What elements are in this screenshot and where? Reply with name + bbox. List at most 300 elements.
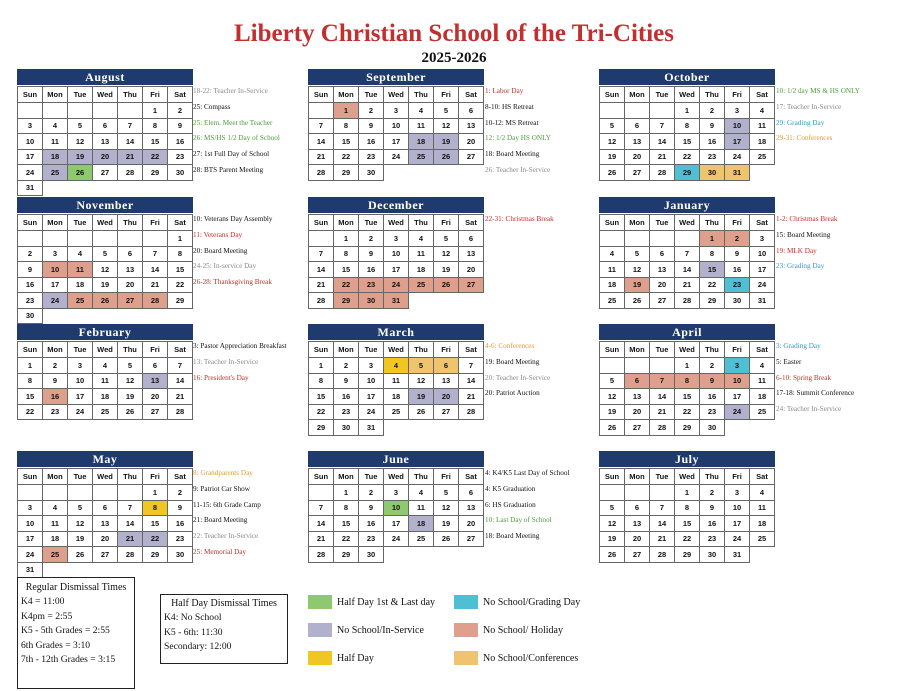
- day-cell: 28: [168, 404, 193, 420]
- day-cell: 19: [600, 149, 625, 165]
- day-cell: 16: [359, 516, 384, 532]
- day-cell: 17: [68, 389, 93, 405]
- event-item: 12: 1/2 Day HS ONLY: [485, 134, 551, 143]
- day-cell: 26: [625, 293, 650, 309]
- empty-cell: [68, 180, 93, 196]
- day-cell: 13: [650, 262, 675, 278]
- day-cell: 21: [459, 389, 484, 405]
- day-cell: 3: [359, 358, 384, 374]
- day-cell: 18: [409, 134, 434, 150]
- empty-cell: [725, 420, 750, 436]
- day-cell: 30: [18, 308, 43, 324]
- legend-item: [454, 623, 563, 637]
- empty-cell: [409, 165, 434, 181]
- day-cell: 9: [43, 373, 68, 389]
- event-item: 10: Veterans Day Assembly: [193, 215, 273, 223]
- day-cell: 18: [384, 389, 409, 405]
- weekday-header: Wed: [384, 215, 409, 231]
- event-item: 9: Patriot Car Show: [193, 484, 250, 493]
- day-cell: 30: [359, 165, 384, 181]
- day-cell: 2: [359, 231, 384, 247]
- day-cell: 4: [750, 485, 775, 501]
- weekday-header: Thu: [409, 87, 434, 103]
- empty-cell: [409, 293, 434, 309]
- weekday-header: Sun: [309, 87, 334, 103]
- weekday-header: Sun: [600, 342, 625, 358]
- empty-cell: [168, 180, 193, 196]
- weekday-header: Sun: [600, 469, 625, 485]
- day-cell: 24: [43, 293, 68, 309]
- weekday-header: Fri: [143, 469, 168, 485]
- day-cell: 2: [359, 103, 384, 119]
- day-cell: 10: [384, 118, 409, 134]
- halfday-dismissal-box: [160, 594, 288, 664]
- day-cell: 25: [409, 149, 434, 165]
- event-item: 29: Grading Day: [776, 118, 825, 127]
- empty-cell: [168, 308, 193, 324]
- day-cell: 15: [18, 389, 43, 405]
- event-item: 20: Board Meeting: [193, 246, 248, 255]
- day-cell: 5: [600, 118, 625, 134]
- weekday-header: Tue: [68, 469, 93, 485]
- weekday-header: Sun: [309, 342, 334, 358]
- day-cell: 13: [118, 262, 143, 278]
- weekday-header: Fri: [434, 215, 459, 231]
- day-cell: 8: [675, 118, 700, 134]
- day-cell: 31: [384, 293, 409, 309]
- day-cell: 3: [18, 500, 43, 516]
- empty-cell: [384, 547, 409, 563]
- weekday-header: Wed: [93, 215, 118, 231]
- day-cell: 15: [334, 516, 359, 532]
- day-cell: 17: [384, 134, 409, 150]
- day-cell: 1: [675, 485, 700, 501]
- day-cell: 17: [750, 262, 775, 278]
- event-item: 11: Veterans Day: [193, 230, 243, 239]
- regular-dismissal-box: [17, 577, 135, 689]
- empty-cell: [434, 420, 459, 436]
- day-cell: 3: [384, 485, 409, 501]
- day-cell: 26: [434, 277, 459, 293]
- day-cell: 19: [600, 531, 625, 547]
- day-cell: 11: [43, 134, 68, 150]
- day-cell: 28: [650, 547, 675, 563]
- day-cell: 23: [700, 531, 725, 547]
- day-cell: 19: [434, 516, 459, 532]
- event-item: 24: Teacher In-Service: [776, 405, 842, 414]
- day-cell: 26: [68, 165, 93, 181]
- day-cell: 5: [409, 358, 434, 374]
- day-cell: 8: [309, 373, 334, 389]
- weekday-header: Tue: [359, 215, 384, 231]
- day-cell: 9: [725, 246, 750, 262]
- empty-cell: [600, 103, 625, 119]
- day-cell: 14: [118, 516, 143, 532]
- day-cell: 25: [409, 277, 434, 293]
- month-events-june: [485, 466, 593, 545]
- calendar-title: Liberty Christian School of the Tri-Cities: [233, 20, 675, 47]
- month-events-may: [193, 466, 301, 561]
- day-cell: 27: [625, 165, 650, 181]
- day-cell: 22: [675, 404, 700, 420]
- day-cell: 14: [650, 516, 675, 532]
- month-events-october: [776, 84, 884, 147]
- legend-label: Half Day 1st & Last day: [337, 596, 436, 608]
- day-cell: 25: [93, 404, 118, 420]
- day-cell: 19: [93, 277, 118, 293]
- event-item: 11-15: 6th Grade Camp: [193, 500, 261, 509]
- month-header: August: [17, 69, 193, 85]
- weekday-header: Tue: [650, 87, 675, 103]
- month-header: October: [599, 69, 775, 85]
- day-cell: 24: [359, 404, 384, 420]
- day-cell: 7: [309, 246, 334, 262]
- month-grid: [599, 86, 775, 181]
- day-cell: 12: [93, 262, 118, 278]
- day-cell: 4: [750, 358, 775, 374]
- event-item: 28: BTS Parent Meeting: [193, 165, 264, 174]
- empty-cell: [600, 231, 625, 247]
- weekday-header: Sat: [459, 342, 484, 358]
- day-cell: 5: [434, 485, 459, 501]
- day-cell: 9: [168, 500, 193, 516]
- empty-cell: [434, 547, 459, 563]
- weekday-header: Sun: [309, 215, 334, 231]
- day-cell: 18: [43, 531, 68, 547]
- day-cell: 8: [334, 246, 359, 262]
- day-cell: 1: [143, 485, 168, 501]
- day-cell: 31: [18, 562, 43, 578]
- day-cell: 1: [168, 231, 193, 247]
- day-cell: 22: [143, 531, 168, 547]
- empty-cell: [750, 547, 775, 563]
- day-cell: 15: [675, 516, 700, 532]
- month-header: December: [308, 197, 484, 213]
- day-cell: 12: [625, 262, 650, 278]
- day-cell: 12: [409, 373, 434, 389]
- weekday-header: Tue: [650, 342, 675, 358]
- day-cell: 20: [118, 277, 143, 293]
- day-cell: 12: [434, 246, 459, 262]
- day-cell: 4: [409, 231, 434, 247]
- weekday-header: Mon: [43, 215, 68, 231]
- day-cell: 24: [750, 277, 775, 293]
- day-cell: 15: [700, 262, 725, 278]
- day-cell: 16: [18, 277, 43, 293]
- day-cell: 19: [600, 404, 625, 420]
- day-cell: 14: [168, 373, 193, 389]
- day-cell: 21: [650, 149, 675, 165]
- day-cell: 15: [168, 262, 193, 278]
- day-cell: 21: [168, 389, 193, 405]
- weekday-header: Mon: [625, 342, 650, 358]
- weekday-header: Thu: [409, 215, 434, 231]
- empty-cell: [434, 293, 459, 309]
- weekday-header: Fri: [725, 342, 750, 358]
- day-cell: 7: [650, 373, 675, 389]
- day-cell: 27: [93, 165, 118, 181]
- day-cell: 4: [43, 118, 68, 134]
- day-cell: 10: [359, 373, 384, 389]
- day-cell: 14: [309, 262, 334, 278]
- event-item: 10-12: MS Retreat: [485, 118, 539, 127]
- day-cell: 24: [384, 531, 409, 547]
- day-cell: 30: [334, 420, 359, 436]
- day-cell: 30: [700, 165, 725, 181]
- day-cell: 9: [334, 373, 359, 389]
- month-header: July: [599, 451, 775, 467]
- day-cell: 9: [700, 373, 725, 389]
- legend-label: Half Day: [337, 652, 374, 664]
- day-cell: 5: [434, 103, 459, 119]
- weekday-header: Fri: [143, 342, 168, 358]
- month-grid: [17, 86, 193, 196]
- weekday-header: Sun: [18, 215, 43, 231]
- day-cell: 8: [675, 373, 700, 389]
- day-cell: 11: [384, 373, 409, 389]
- empty-cell: [600, 358, 625, 374]
- month-header: March: [308, 324, 484, 340]
- day-cell: 2: [700, 358, 725, 374]
- event-item: 20: Teacher In-Service: [485, 373, 551, 382]
- empty-cell: [68, 308, 93, 324]
- month-header: November: [17, 197, 193, 213]
- day-cell: 14: [650, 134, 675, 150]
- day-cell: 12: [68, 134, 93, 150]
- day-cell: 24: [18, 547, 43, 563]
- event-item: 19: Board Meeting: [485, 357, 540, 366]
- month-grid: [308, 214, 484, 309]
- day-cell: 13: [434, 373, 459, 389]
- weekday-header: Fri: [725, 469, 750, 485]
- event-item: 4: K4/K5 Last Day of School: [485, 469, 570, 477]
- event-item: 27: 1st Full Day of School: [193, 150, 270, 159]
- empty-cell: [650, 358, 675, 374]
- empty-cell: [459, 293, 484, 309]
- month-calendar-october: [599, 69, 775, 181]
- day-cell: 13: [459, 246, 484, 262]
- day-cell: 2: [700, 485, 725, 501]
- day-cell: 28: [650, 165, 675, 181]
- day-cell: 23: [168, 149, 193, 165]
- day-cell: 6: [459, 485, 484, 501]
- day-cell: 23: [359, 149, 384, 165]
- month-grid: [17, 468, 193, 578]
- empty-cell: [93, 180, 118, 196]
- day-cell: 26: [409, 404, 434, 420]
- day-cell: 17: [43, 277, 68, 293]
- day-cell: 7: [118, 500, 143, 516]
- empty-cell: [384, 165, 409, 181]
- day-cell: 28: [118, 165, 143, 181]
- day-cell: 19: [68, 531, 93, 547]
- weekday-header: Sat: [168, 469, 193, 485]
- day-cell: 22: [700, 277, 725, 293]
- legend-label: No School/ Holiday: [483, 624, 563, 636]
- day-cell: 13: [143, 373, 168, 389]
- day-cell: 2: [18, 246, 43, 262]
- month-header: June: [308, 451, 484, 467]
- month-header: January: [599, 197, 775, 213]
- day-cell: 1: [334, 231, 359, 247]
- day-cell: 28: [309, 165, 334, 181]
- day-cell: 18: [68, 277, 93, 293]
- day-cell: 29: [143, 165, 168, 181]
- empty-cell: [43, 485, 68, 501]
- day-cell: 8: [143, 118, 168, 134]
- empty-cell: [118, 562, 143, 578]
- day-cell: 2: [43, 358, 68, 374]
- day-cell: 27: [93, 547, 118, 563]
- day-cell: 5: [625, 246, 650, 262]
- day-cell: 16: [359, 134, 384, 150]
- empty-cell: [459, 165, 484, 181]
- day-cell: 11: [750, 118, 775, 134]
- event-item: 24-25: In-service Day: [193, 262, 257, 271]
- day-cell: 14: [309, 516, 334, 532]
- weekday-header: Wed: [675, 342, 700, 358]
- empty-cell: [600, 485, 625, 501]
- month-calendar-june: [308, 451, 484, 563]
- empty-cell: [93, 308, 118, 324]
- day-cell: 4: [409, 485, 434, 501]
- day-cell: 16: [725, 262, 750, 278]
- empty-cell: [750, 165, 775, 181]
- day-cell: 8: [334, 500, 359, 516]
- day-cell: 18: [43, 149, 68, 165]
- day-cell: 11: [409, 246, 434, 262]
- event-item: 1-2: Christmas Break: [776, 215, 838, 223]
- empty-cell: [143, 562, 168, 578]
- month-events-august: [193, 84, 301, 179]
- weekday-header: Wed: [93, 87, 118, 103]
- day-cell: 26: [93, 293, 118, 309]
- event-item: 18-22: Teacher In-Service: [193, 87, 268, 95]
- day-cell: 24: [384, 149, 409, 165]
- event-item: 22-31: Christmas Break: [485, 215, 554, 223]
- event-item: 4: K5 Graduation: [485, 484, 536, 493]
- day-cell: 21: [650, 404, 675, 420]
- day-cell: 11: [93, 373, 118, 389]
- weekday-header: Thu: [118, 215, 143, 231]
- month-calendar-april: [599, 324, 775, 436]
- empty-cell: [409, 547, 434, 563]
- empty-cell: [434, 165, 459, 181]
- weekday-header: Sat: [459, 215, 484, 231]
- day-cell: 7: [118, 118, 143, 134]
- month-calendar-december: [308, 197, 484, 309]
- day-cell: 19: [434, 134, 459, 150]
- event-item: 10: Last Day of School: [485, 516, 552, 525]
- day-cell: 16: [168, 134, 193, 150]
- weekday-header: Thu: [700, 342, 725, 358]
- regular-line: 7th - 12th Grades = 3:15: [21, 654, 116, 665]
- day-cell: 28: [309, 293, 334, 309]
- event-item: 6-10: Spring Break: [776, 373, 832, 382]
- day-cell: 15: [334, 262, 359, 278]
- day-cell: 11: [750, 500, 775, 516]
- empty-cell: [118, 308, 143, 324]
- event-item: 8: Grandparents Day: [193, 469, 253, 477]
- day-cell: 11: [409, 500, 434, 516]
- weekday-header: Sat: [750, 87, 775, 103]
- legend-label: No School/In-Service: [337, 624, 424, 636]
- weekday-header: Sat: [459, 87, 484, 103]
- empty-cell: [68, 562, 93, 578]
- weekday-header: Mon: [625, 469, 650, 485]
- day-cell: 13: [625, 134, 650, 150]
- month-calendar-february: [17, 324, 193, 420]
- day-cell: 18: [600, 277, 625, 293]
- event-item: 23: Grading Day: [776, 262, 825, 271]
- halfday-dismissal-title: Half Day Dismissal Times: [171, 598, 277, 609]
- day-cell: 8: [334, 118, 359, 134]
- day-cell: 3: [725, 103, 750, 119]
- day-cell: 29: [334, 293, 359, 309]
- day-cell: 6: [459, 103, 484, 119]
- empty-cell: [18, 485, 43, 501]
- month-events-september: [485, 84, 593, 179]
- day-cell: 29: [675, 547, 700, 563]
- day-cell: 9: [359, 118, 384, 134]
- day-cell: 18: [93, 389, 118, 405]
- weekday-header: Mon: [625, 87, 650, 103]
- day-cell: 11: [750, 373, 775, 389]
- day-cell: 27: [459, 149, 484, 165]
- day-cell: 24: [725, 149, 750, 165]
- weekday-header: Thu: [409, 342, 434, 358]
- day-cell: 10: [18, 134, 43, 150]
- day-cell: 10: [725, 118, 750, 134]
- day-cell: 26: [68, 547, 93, 563]
- day-cell: 10: [68, 373, 93, 389]
- weekday-header: Tue: [68, 215, 93, 231]
- empty-cell: [309, 103, 334, 119]
- day-cell: 30: [168, 165, 193, 181]
- weekday-header: Tue: [68, 87, 93, 103]
- empty-cell: [168, 562, 193, 578]
- legend-swatch: [454, 595, 478, 609]
- day-cell: 5: [600, 500, 625, 516]
- day-cell: 24: [725, 404, 750, 420]
- weekday-header: Sat: [750, 469, 775, 485]
- day-cell: 25: [750, 531, 775, 547]
- day-cell: 13: [459, 118, 484, 134]
- month-grid: [17, 214, 193, 324]
- day-cell: 27: [118, 293, 143, 309]
- day-cell: 3: [68, 358, 93, 374]
- halfday-line: Secondary: 12:00: [164, 641, 232, 652]
- day-cell: 16: [700, 516, 725, 532]
- day-cell: 20: [93, 531, 118, 547]
- day-cell: 27: [459, 531, 484, 547]
- empty-cell: [750, 420, 775, 436]
- day-cell: 15: [143, 134, 168, 150]
- day-cell: 27: [625, 547, 650, 563]
- day-cell: 22: [143, 149, 168, 165]
- weekday-header: Wed: [93, 342, 118, 358]
- day-cell: 20: [459, 262, 484, 278]
- day-cell: 21: [309, 149, 334, 165]
- day-cell: 10: [384, 500, 409, 516]
- day-cell: 25: [43, 547, 68, 563]
- day-cell: 3: [725, 485, 750, 501]
- day-cell: 29: [334, 165, 359, 181]
- day-cell: 23: [700, 149, 725, 165]
- month-grid: [308, 468, 484, 563]
- day-cell: 9: [700, 500, 725, 516]
- day-cell: 25: [43, 165, 68, 181]
